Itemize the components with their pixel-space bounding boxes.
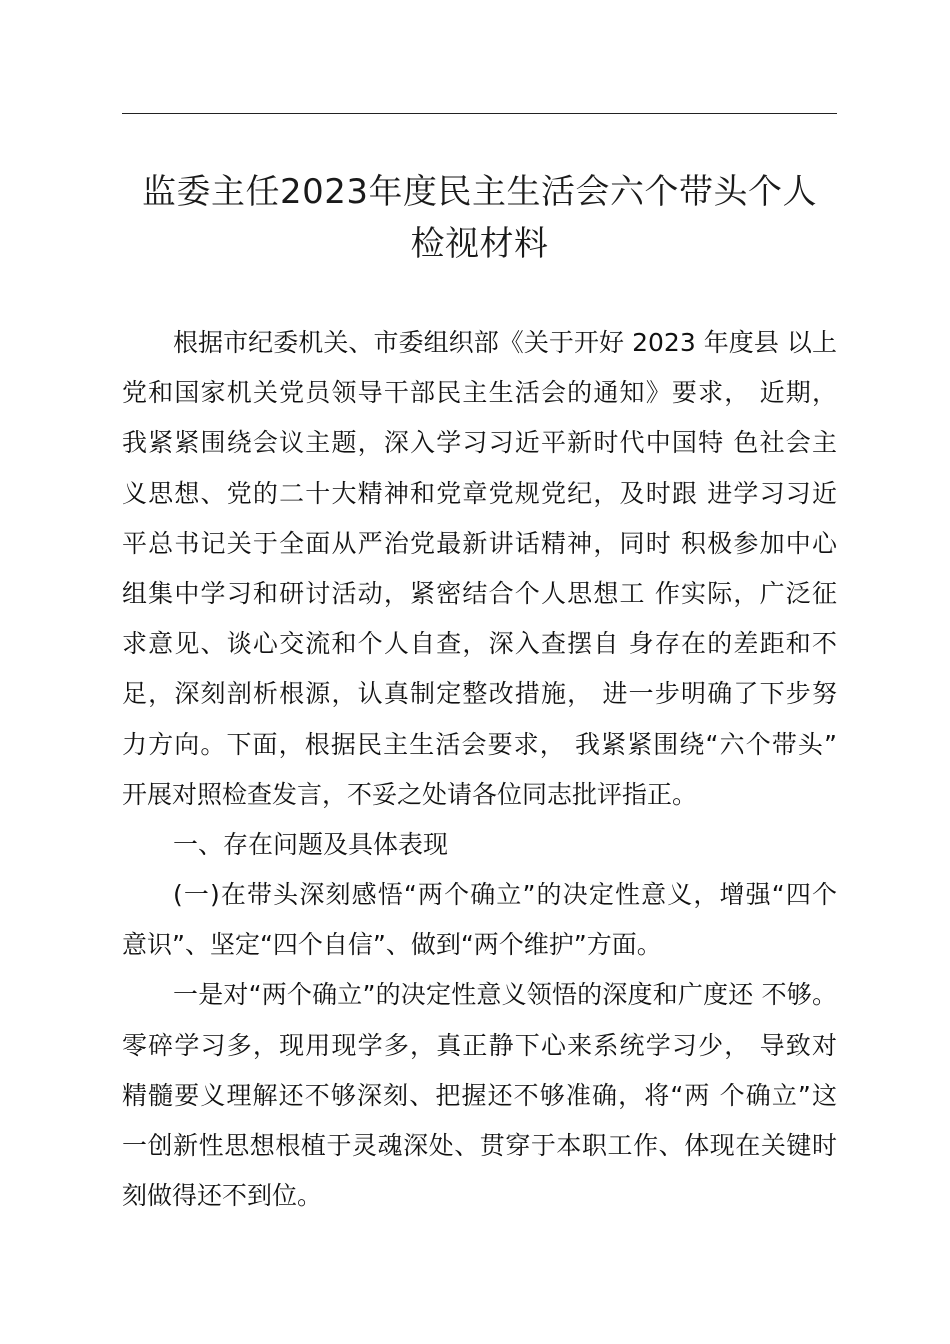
paragraph-line: 组集中学习和研讨活动，紧密结合个人思想工 作实际，广泛征 [122, 578, 837, 608]
header-rule [122, 113, 837, 114]
document-body [122, 318, 837, 1221]
section-heading: 一、存在问题及具体表现 [173, 829, 449, 859]
subsection-heading-line: (一)在带头深刻感悟“两个确立”的决定性意义，增强“四个 [173, 880, 837, 910]
paragraph-line: 一创新性思想根植于灵魂深处、贯穿于本职工作、体现在关键时 [122, 1131, 837, 1160]
paragraph-line: 力方向。下面，根据民主生活会要求， 我紧紧围绕“六个带头” [122, 729, 837, 759]
paragraph-line: 一是对“两个确立”的决定性意义领悟的深度和广度还 不够。 [173, 980, 837, 1010]
paragraph-line: 我紧紧围绕会议主题，深入学习习近平新时代中国特 色社会主 [122, 428, 837, 458]
paragraph-line: 根据市纪委机关、市委组织部《关于开好 2023 年度县 以上 [173, 328, 837, 357]
title-line-1: 监委主任2023年度民主生活会六个带头个人 [141, 172, 818, 212]
paragraph-line: 求意见、谈心交流和个人自查，深入查摆自 身存在的差距和不 [122, 629, 837, 659]
paragraph-line: 党和国家机关党员领导干部民主生活会的通知》要求， 近期， [122, 378, 837, 408]
title-line-2: 检视材料 [410, 224, 549, 264]
paragraph-line: 精髓要义理解还不够深刻、把握还不够准确，将“两 个确立”这 [122, 1080, 837, 1110]
paragraph-line: 平总书记关于全面从严治党最新讲话精神，同时 积极参加中心 [122, 528, 837, 558]
paragraph-line: 零碎学习多，现用现学多，真正静下心来系统学习少， 导致对 [122, 1030, 837, 1060]
paragraph-line: 足，深刻剖析根源，认真制定整改措施， 进一步明确了下步努 [122, 679, 837, 709]
paragraph-line: 开展对照检查发言，不妥之处请各位同志批评指正。 [122, 779, 698, 809]
paragraph-line: 义思想、党的二十大精神和党章党规党纪，及时跟 进学习习近 [122, 478, 837, 508]
subsection-heading-line: 意识”、坚定“四个自信”、做到“两个维护”方面。 [122, 930, 662, 960]
document-title [122, 166, 837, 270]
paragraph-line: 刻做得还不到位。 [122, 1181, 323, 1211]
